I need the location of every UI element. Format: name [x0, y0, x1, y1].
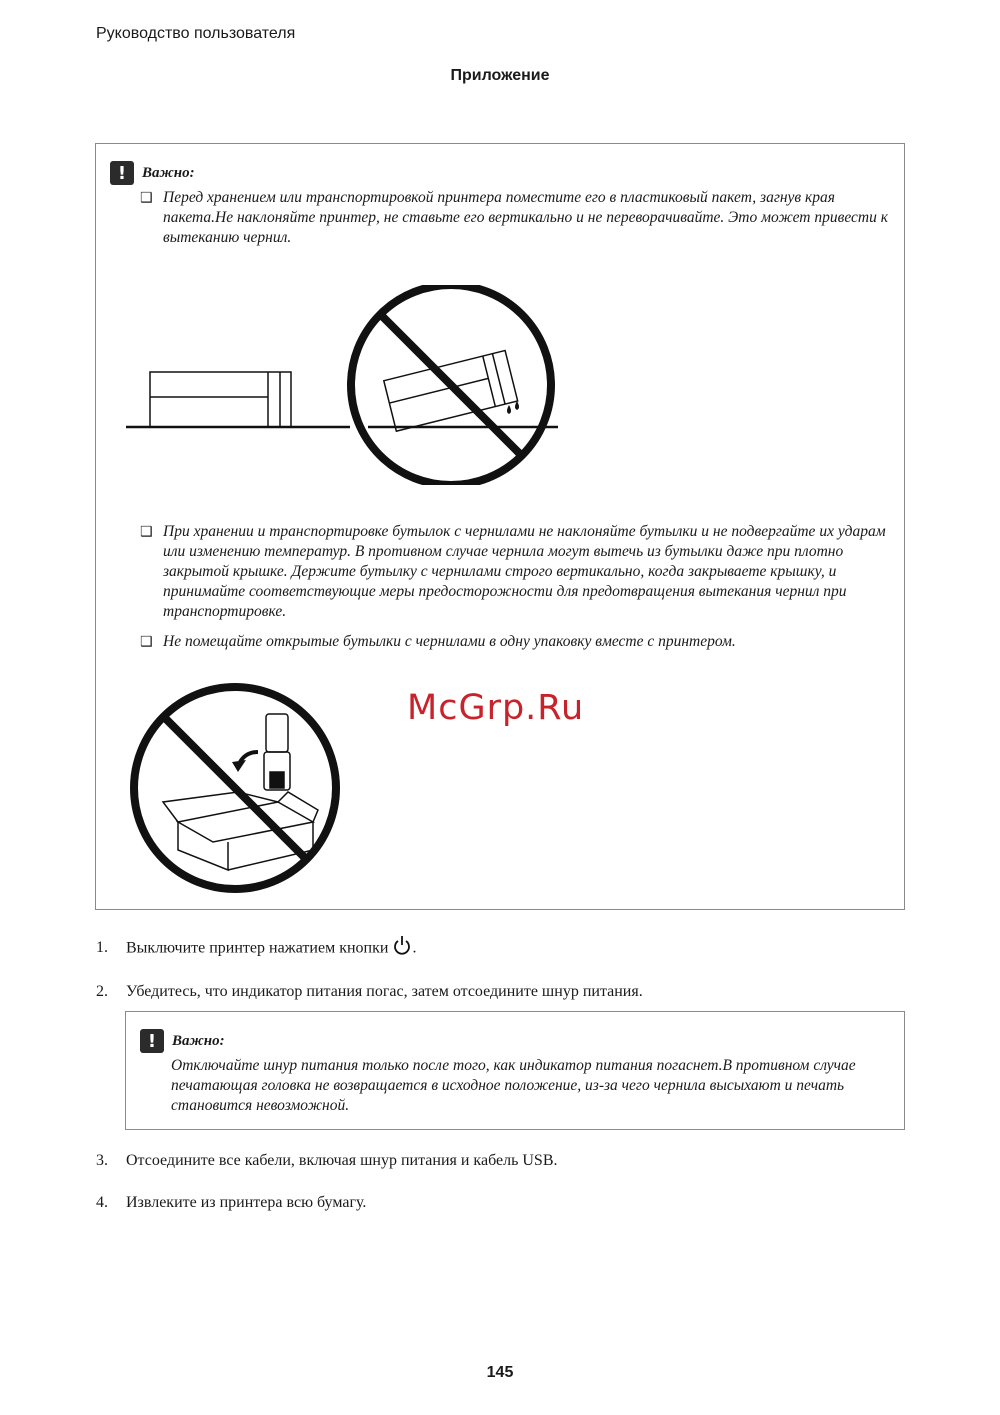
bullet-item: ❑ Перед хранением или транспортировкой принтера поместите его в пластиковый пакет, загнув края пакета.Не наклоняйте принтер, не ставьте его вертикально и не переворачивайте. Это может привести к вытеканию чернил. [140, 189, 888, 246]
printer-upright-icon [150, 372, 291, 427]
important-label: Важно: [172, 1032, 225, 1049]
important-icon: ! [140, 1029, 164, 1053]
watermark: McGrp.Ru [407, 688, 585, 728]
box-icon [163, 792, 318, 870]
prohibited-sign-icon [351, 285, 551, 485]
prohibited-sign-icon [134, 687, 336, 889]
page-number: 145 [486, 1364, 514, 1381]
important-label: Важно: [142, 164, 195, 181]
ink-bottle-icon [264, 714, 290, 790]
important-heading-2 [140, 1029, 225, 1053]
document-title: Руководство пользователя [96, 25, 296, 42]
bullet-item: ❑ Не помещайте открытые бутылки с чернилами в одну упаковку вместе с принтером. [140, 633, 736, 650]
checkbox-bullet-icon: ❑ [140, 634, 153, 650]
important-text: Отключайте шнур питания только после того, как индикатор питания погаснет.В противном случае печатающая головка не возвращается в исходное положение, из-за чего чернила высыхают и печать становится невозможной. [171, 1057, 856, 1114]
bullet-item: ❑ При хранении и транспортировке бутылок с чернилами не наклоняйте бутылки и не подвергайте их ударам или изменению температур. В противном случае чернила могут вытечь из бутылки даже при плотно закрытой крышке. Держите бутылку с чернилами строго вертикально, когда закрываете крышку, и принимайте соответствующие меры предосторожности для предотвращения вытекания чернил при транспортировке. [140, 523, 886, 620]
bottle-in-box-prohibited-illustration [128, 682, 343, 894]
checkbox-bullet-icon: ❑ [140, 524, 153, 540]
section-title: Приложение [450, 67, 550, 84]
power-button-icon [392, 935, 412, 957]
checkbox-bullet-icon: ❑ [140, 190, 153, 206]
important-heading-1 [110, 161, 195, 185]
printer-tilted-icon [384, 351, 518, 432]
important-icon: ! [110, 161, 134, 185]
printer-tilt-prohibited-illustration [120, 285, 570, 485]
